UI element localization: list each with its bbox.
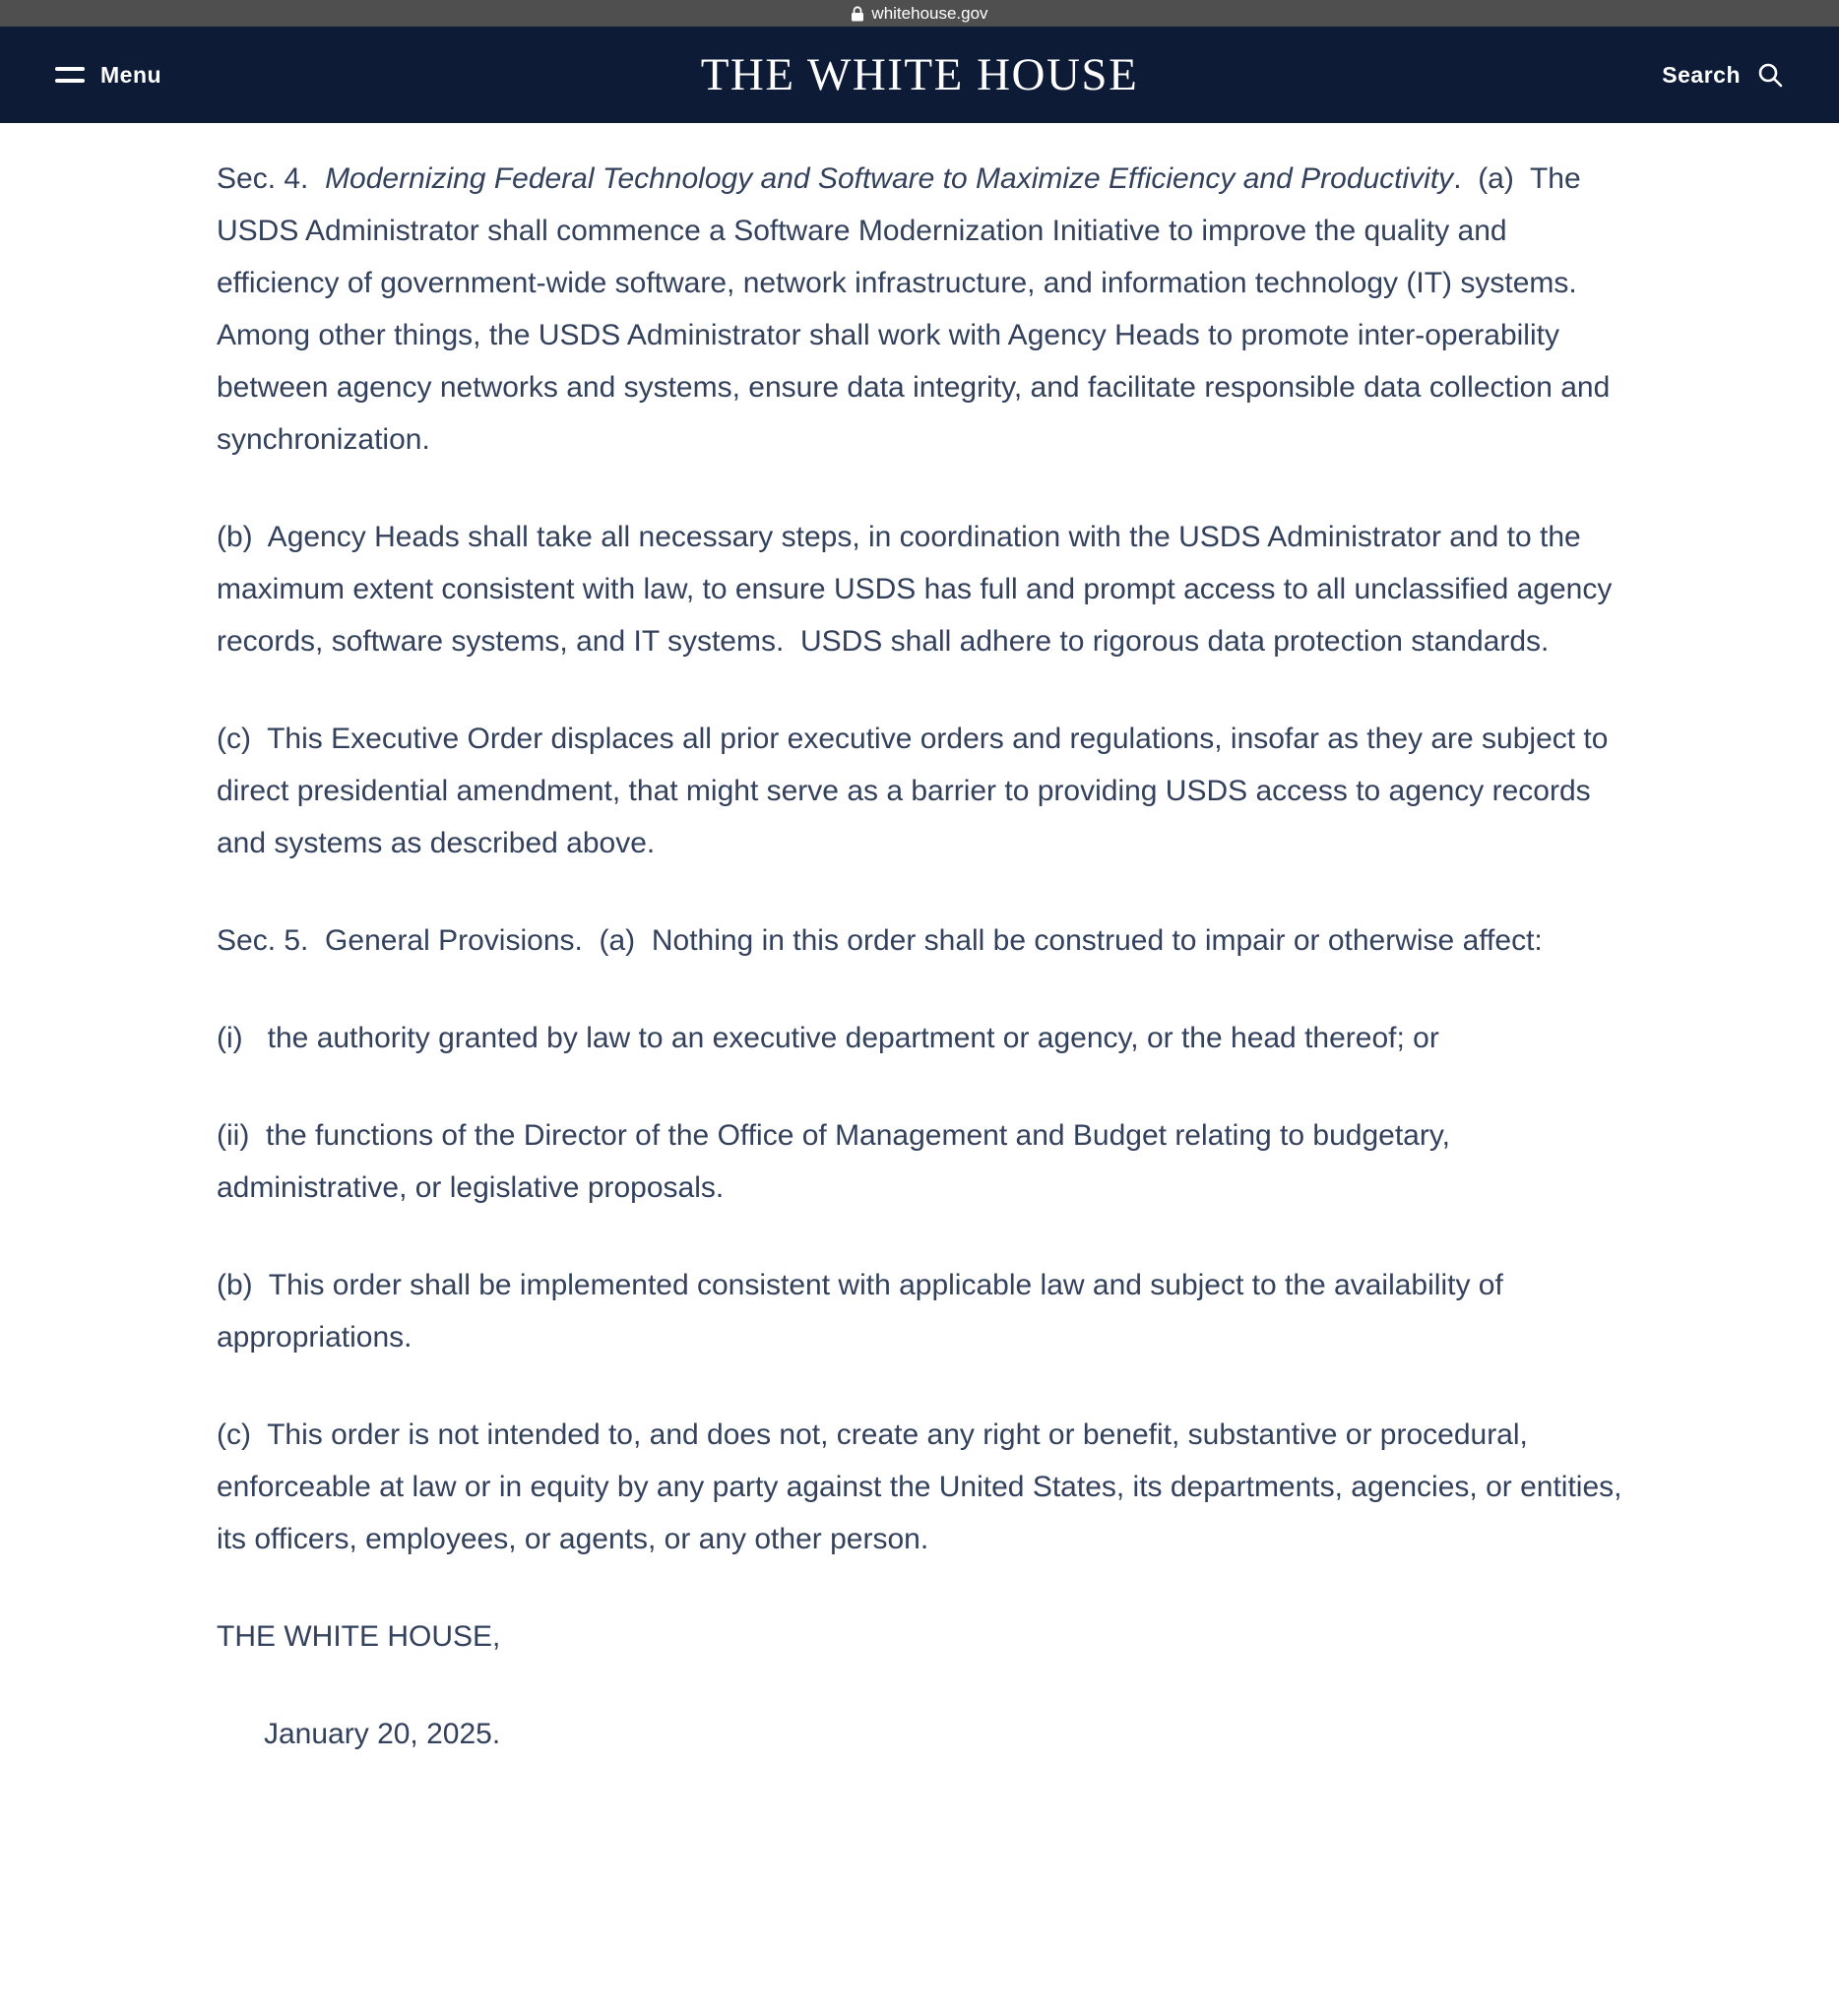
paragraph: Sec. 4. Modernizing Federal Technology and Software to Maximize Efficiency and Productivity. (a) The USDS Administrator shall commence a Software Modernization Initiative to improve the quality and efficiency of government-wide software, network infrastructure, and information technology (IT) systems. Among other things, the USDS Administrator shall work with Agency Heads to promote inter-operability between agency networks and systems, ensure data integrity, and facilitate responsible data collection and synchronization. (217, 162, 1618, 456)
paragraph: Sec. 5. General Provisions. (a) Nothing in this order shall be construed to impair or otherwise affect: (217, 924, 1543, 957)
paragraph: THE WHITE HOUSE, (217, 1620, 501, 1653)
address-bar[interactable] (851, 5, 987, 22)
paragraph: (i) the authority granted by law to an executive department or agency, or the head thereof; or (217, 1022, 1439, 1054)
menu-label: Menu (100, 61, 162, 88)
paragraph: (b) Agency Heads shall take all necessary steps, in coordination with the USDS Administrator and to the maximum extent consistent with law, to ensure USDS has full and prompt access to all unclassified agency records, software systems, and IT systems. USDS shall adhere to rigorous data protection standards. (217, 521, 1620, 658)
browser-bar (0, 0, 1839, 27)
document-body (0, 123, 1839, 1884)
hamburger-icon (55, 67, 85, 83)
search-icon (1756, 61, 1784, 89)
address-domain: whitehouse.gov (871, 4, 988, 23)
paragraph: (c) This order is not intended to, and does not, create any right or benefit, substantive or procedural, enforceable at law or in equity by any party against the United States, its departments, agencies, or entities, its officers, employees, or agents, or any other person. (217, 1418, 1630, 1555)
paragraph: (ii) the functions of the Director of the Office of Management and Budget relating to budgetary, administrative, or legislative proposals. (217, 1119, 1459, 1204)
site-title: THE WHITE HOUSE (700, 49, 1139, 100)
search-button[interactable] (1662, 61, 1784, 89)
search-label: Search (1662, 61, 1741, 88)
paragraph: (c) This Executive Order displaces all prior executive orders and regulations, insofar as they are subject to direct presidential amendment, that might serve as a barrier to providing USDS access to agency records and systems as described above. (217, 723, 1617, 859)
paragraph: (b) This order shall be implemented consistent with applicable law and subject to the availability of appropriations. (217, 1269, 1512, 1354)
paragraph-list (217, 153, 1630, 1760)
menu-button[interactable] (55, 62, 161, 89)
site-header (0, 27, 1839, 123)
lock-icon (851, 6, 864, 22)
paragraph: January 20, 2025. (264, 1718, 501, 1750)
